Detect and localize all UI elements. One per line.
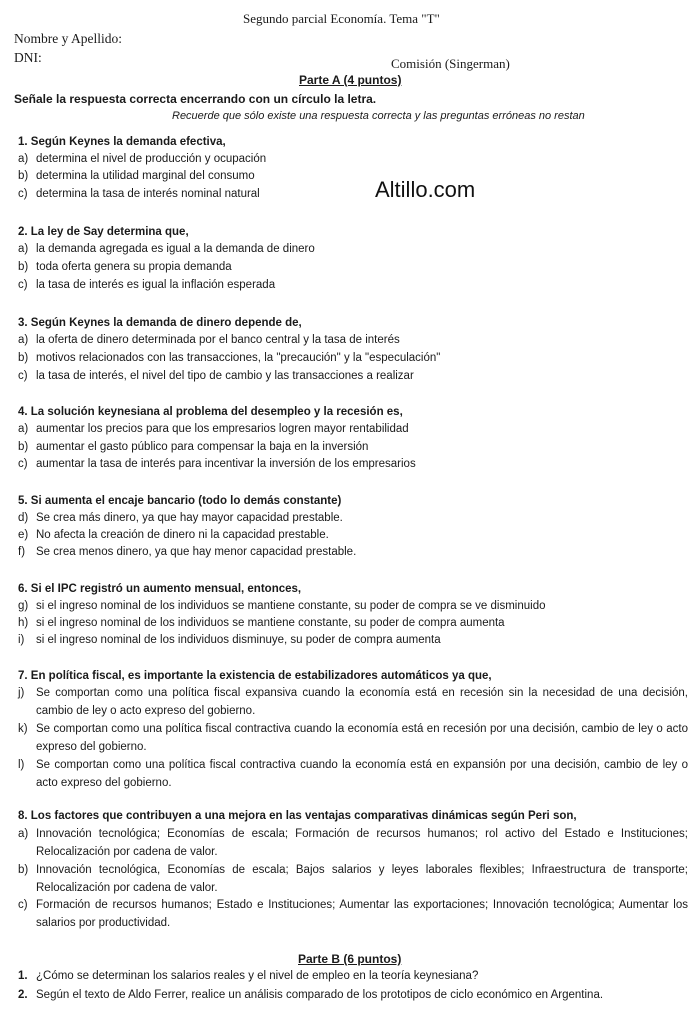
option-letter: c) xyxy=(18,458,28,470)
commission-label: Comisión (Singerman) xyxy=(391,56,510,71)
option-text: Se comportan como una política fiscal contractiva cuando la economía está en recesión por una decisión, cambio de ley o acto expreso del gobierno. xyxy=(36,723,688,753)
question-4-option-a[interactable] xyxy=(18,421,688,439)
question-7-option-k[interactable] xyxy=(18,721,688,756)
question-1-title: 1. Según Keynes la demanda efectiva, xyxy=(18,136,226,148)
question-1-option-b[interactable] xyxy=(18,168,688,186)
part-b-heading: Parte B (6 puntos) xyxy=(298,952,402,966)
option-text: determina la utilidad marginal del consumo xyxy=(36,170,255,182)
question-3-option-b[interactable] xyxy=(18,350,688,368)
part-a-instruction: Señale la respuesta correcta encerrando con un círculo la letra. xyxy=(14,92,377,106)
option-text: la tasa de interés es igual la inflación esperada xyxy=(36,279,276,291)
question-8-option-b[interactable] xyxy=(18,862,688,897)
option-letter: i) xyxy=(18,634,25,646)
option-text: aumentar la tasa de interés para incentivar la inversión de los empresarios xyxy=(36,458,416,470)
option-text: Se crea más dinero, ya que hay mayor capacidad prestable. xyxy=(36,512,343,524)
dni-label: DNI: xyxy=(14,50,42,65)
option-letter: l) xyxy=(18,759,25,771)
question-8-option-a[interactable] xyxy=(18,826,688,861)
option-text: toda oferta genera su propia demanda xyxy=(36,261,232,273)
option-text: motivos relacionados con las transacciones, la "precaución" y la "especulación" xyxy=(36,352,441,364)
question-2-option-c[interactable] xyxy=(18,277,688,295)
question-number: 1. xyxy=(18,970,28,982)
option-letter: h) xyxy=(18,617,29,629)
option-letter: c) xyxy=(18,188,28,200)
part-b-question-2 xyxy=(18,987,688,1005)
option-text: si el ingreso nominal de los individuos se mantiene constante, su poder de compra aumenta xyxy=(36,617,505,629)
question-6-option-i[interactable] xyxy=(18,632,688,650)
option-text: Se comportan como una política fiscal contractiva cuando la economía está en expansión por una decisión, cambio de ley o acto expreso del gobierno. xyxy=(36,759,688,789)
option-letter: c) xyxy=(18,370,28,382)
option-letter: b) xyxy=(18,261,29,273)
option-text: No afecta la creación de dinero ni la capacidad prestable. xyxy=(36,529,329,541)
question-3-option-c[interactable] xyxy=(18,368,688,386)
question-6-title: 6. Si el IPC registró un aumento mensual, entonces, xyxy=(18,583,302,595)
option-text: determina la tasa de interés nominal natural xyxy=(36,188,260,200)
question-2-title: 2. La ley de Say determina que, xyxy=(18,226,189,238)
option-text: la demanda agregada es igual a la demanda de dinero xyxy=(36,243,315,255)
option-text: Innovación tecnológica; Economías de escala; Formación de recursos humanos; rol activo del Estado e Instituciones; Relocalización por cadena de valor. xyxy=(36,828,688,858)
option-text: Formación de recursos humanos; Estado e Instituciones; Aumentar las exportaciones; Innovación tecnológica; Aumentar los salarios por productividad. xyxy=(36,899,688,929)
option-letter: c) xyxy=(18,899,28,911)
question-3-option-a[interactable] xyxy=(18,332,688,350)
part-b-question-1 xyxy=(18,968,688,986)
question-6-option-h[interactable] xyxy=(18,615,688,633)
option-letter: c) xyxy=(18,279,28,291)
option-letter: a) xyxy=(18,423,29,435)
question-4-option-c[interactable] xyxy=(18,456,688,474)
option-letter: a) xyxy=(18,153,29,165)
question-5-option-f[interactable] xyxy=(18,544,688,562)
question-8-option-c[interactable] xyxy=(18,897,688,932)
question-2-option-a[interactable] xyxy=(18,241,688,259)
question-4-title: 4. La solución keynesiana al problema del desempleo y la recesión es, xyxy=(18,406,403,418)
option-letter: k) xyxy=(18,723,28,735)
option-letter: g) xyxy=(18,600,29,612)
watermark-logo: Altillo.com xyxy=(375,177,476,202)
question-6-option-g[interactable] xyxy=(18,598,688,616)
option-letter: b) xyxy=(18,864,29,876)
question-5-title: 5. Si aumenta el encaje bancario (todo lo demás constante) xyxy=(18,495,342,507)
option-letter: b) xyxy=(18,170,29,182)
name-label: Nombre y Apellido: xyxy=(14,31,122,46)
option-text: aumentar los precios para que los empresarios logren mayor rentabilidad xyxy=(36,423,409,435)
option-letter: a) xyxy=(18,243,29,255)
option-text: Se crea menos dinero, ya que hay menor capacidad prestable. xyxy=(36,546,357,558)
option-text: la oferta de dinero determinada por el banco central y la tasa de interés xyxy=(36,334,400,346)
option-letter: d) xyxy=(18,512,29,524)
option-letter: e) xyxy=(18,529,29,541)
question-8-title: 8. Los factores que contribuyen a una mejora en las ventajas comparativas dinámicas según Peri son, xyxy=(18,810,577,822)
option-letter: a) xyxy=(18,828,29,840)
option-text: aumentar el gasto público para compensar la baja en la inversión xyxy=(36,441,369,453)
option-text: Se comportan como una política fiscal expansiva cuando la economía está en recesión sin la necesidad de una decisión, cambio de ley o acto expreso del gobierno. xyxy=(36,687,688,717)
question-text: Según el texto de Aldo Ferrer, realice un análisis comparado de los prototipos de ciclo económico en Argentina. xyxy=(36,989,604,1001)
part-a-note: Recuerde que sólo existe una respuesta correcta y las preguntas erróneas no restan xyxy=(172,110,585,122)
option-text: determina el nivel de producción y ocupación xyxy=(36,153,267,165)
option-text: si el ingreso nominal de los individuos disminuye, su poder de compra aumenta xyxy=(36,634,441,646)
option-letter: a) xyxy=(18,334,29,346)
option-letter: f) xyxy=(18,546,26,558)
option-text: la tasa de interés, el nivel del tipo de cambio y las transacciones a realizar xyxy=(36,370,414,382)
question-5-option-d[interactable] xyxy=(18,510,688,528)
question-7-title: 7. En política fiscal, es importante la existencia de estabilizadores automáticos ya que, xyxy=(18,670,492,682)
question-3-title: 3. Según Keynes la demanda de dinero depende de, xyxy=(18,317,302,329)
option-letter: b) xyxy=(18,352,29,364)
part-a-heading: Parte A (4 puntos) xyxy=(299,73,402,87)
question-2-option-b[interactable] xyxy=(18,259,688,277)
option-text: si el ingreso nominal de los individuos se mantiene constante, su poder de compra se ve disminuido xyxy=(36,600,546,612)
question-5-option-e[interactable] xyxy=(18,527,688,545)
question-7-option-l[interactable] xyxy=(18,757,688,792)
question-4-option-b[interactable] xyxy=(18,439,688,457)
question-1-option-a[interactable] xyxy=(18,151,688,169)
option-letter: j) xyxy=(18,687,25,699)
question-text: ¿Cómo se determinan los salarios reales y el nivel de empleo en la teoría keynesiana? xyxy=(36,970,479,982)
option-letter: b) xyxy=(18,441,29,453)
option-text: Innovación tecnológica, Economías de escala; Bajos salarios y leyes laborales flexibles; Infraestructura de transporte; Relocalización por cadena de valor. xyxy=(36,864,688,894)
exam-title: Segundo parcial Economía. Tema "T" xyxy=(243,11,440,26)
question-7-option-j[interactable] xyxy=(18,685,688,720)
question-1-option-c[interactable] xyxy=(18,186,688,204)
question-number: 2. xyxy=(18,989,28,1001)
